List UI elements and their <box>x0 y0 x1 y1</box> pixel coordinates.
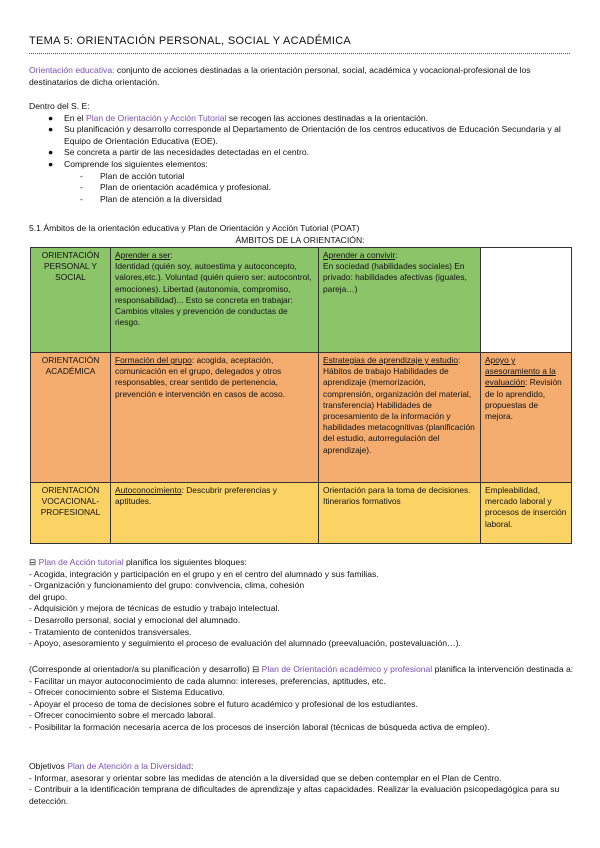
dash-icon: - <box>80 193 83 204</box>
list-item: ● En el Plan de Orientación y Acción Tutorial se recogen las acciones destinadas a la orientación. <box>48 112 429 123</box>
list-item: - Apoyo, asesoramiento y seguimiento el proceso de evaluación del alumnado (preevaluación, postevaluación…). <box>29 638 461 649</box>
list-item: - Facilitar un mayor autoconocimiento de cada alumno: intereses, preferencias, aptitudes, etc. <box>29 675 386 686</box>
bullet-icon: ● <box>48 158 54 169</box>
cell-empleabilidad: Empleabilidad, mercado laboral y procesos de inserción laboral. <box>481 483 572 544</box>
table-row <box>31 483 572 544</box>
se-bullet-list <box>29 113 574 171</box>
list-item: - Desarrollo personal, social y emocional del alumnado. <box>29 614 241 625</box>
table-row <box>31 353 572 483</box>
cell-aprender-ser: Aprender a ser: Identidad (quién soy, autoestima y autoconcepto, valores,etc.). Voluntad (quién quiero ser: autocontrol, emociones). Libertad (autonomía, compromiso, responsabilidad)... Esto se concreta en trabajar: Cambios vitales y prevención de conductas de riesgo. <box>111 248 319 353</box>
pat-section <box>29 557 574 650</box>
list-item: - Apoyar el proceso de toma de decisiones sobre el futuro académico y profesional de los estudiantes. <box>29 698 418 709</box>
list-item: ● Se concreta a partir de las necesidades detectadas en el centro. <box>48 147 310 158</box>
list-item: - Organización y funcionamiento del grupo: convivencia, clima, cohesión <box>29 580 305 591</box>
se-sub-list <box>29 171 574 206</box>
list-item: ● Comprende los siguientes elementos: <box>48 158 208 169</box>
row-header-academica: ORIENTACIÓN ACADÉMICA <box>31 353 111 483</box>
pad-section <box>29 761 574 807</box>
list-item: ● Su planificación y desarrollo corresponde al Departamento de Orientación de los centros educativos de Educación Secundaria y al Equipo de Orientación Educativa (EOE). <box>48 124 561 146</box>
table-row <box>31 248 572 353</box>
list-item: - Plan de orientación académica y profesional. <box>80 182 272 193</box>
se-section <box>29 101 574 205</box>
list-item: - Posibilitar la formación necesaria acerca de los procesos de inserción laboral (técnicas de búsqueda activa de empleo). <box>29 721 490 732</box>
poap-section <box>29 664 574 734</box>
dash-icon: - <box>80 182 83 193</box>
list-item: - Contribuir a la identificación temprana de dificultades de aprendizaje y altas capacidades. Realizar la evaluación psicopedagógica para su detección. <box>29 784 560 806</box>
list-item: - Plan de acción tutorial <box>80 170 185 181</box>
pad-intro: Objetivos Plan de Atención a la Diversidad: <box>29 761 194 771</box>
cell-toma-decisiones: Orientación para la toma de decisiones. Itinerarios formativos <box>319 483 481 544</box>
definition-text: conjunto de acciones destinadas a la orientación personal, social, académica y vocacional-profesional de los destinatarios de dicha orientación. <box>29 65 531 87</box>
row-header-personal: ORIENTACIÓN PERSONAL Y SOCIAL <box>31 248 111 353</box>
cell-formacion-grupo: Formación del grupo: acogida, aceptación, comunicación en el grupo, delegados y otros responsables, crear sentido de pertenencia, prevención e intervención en casos de acoso. <box>111 353 319 483</box>
list-item: - Ofrecer conocimiento sobre el mercado laboral. <box>29 710 216 721</box>
cell-estrategias: Estrategias de aprendizaje y estudio: Hábitos de trabajo Habilidades de aprendizaje (memorización, comprensión, organización del material, transferencia) Habilidades de procesamiento de la información y habilidades metacognitivas (planificación del estudio, autorregulación del aprendizaje). <box>319 353 481 483</box>
collapse-icon: ⊟ <box>252 664 260 674</box>
poap-link: Plan de Orientación académico y profesional <box>261 664 433 674</box>
poat-link: Plan de Orientación y Acción Tutorial <box>85 112 227 123</box>
pad-link: Plan de Atención a la Diversidad <box>67 761 191 771</box>
table-caption: ÁMBITOS DE LA ORIENTACIÓN: <box>235 235 365 245</box>
pat-link: Plan de Acción tutorial <box>38 557 124 567</box>
collapse-icon: ⊟ <box>29 557 37 567</box>
list-item: - Plan de atención a la diversidad <box>80 193 222 204</box>
list-item: - Acogida, integración y participación en el grupo y en el centro del alumnado y sus familias. <box>29 568 379 579</box>
poap-intro: (Corresponde al orientador/a su planificación y desarrollo) ⊟ Plan de Orientación académico y profesional planifica la intervención destinada a: <box>29 664 574 674</box>
list-item: del grupo. <box>29 591 68 602</box>
dash-icon: - <box>80 170 83 181</box>
cell-aprender-convivir: Aprender a convivir: En sociedad (habilidades sociales) En privado: habilidades afectivas (iguales, pareja…) <box>319 248 481 353</box>
section-title: 5.1 Ámbitos de la orientación educativa y Plan de Orientación y Acción Tutorial (POAT) <box>29 223 360 233</box>
bullet-icon: ● <box>48 147 54 158</box>
cell-empty <box>481 248 572 353</box>
definition-term: Orientación educativa: <box>29 65 115 75</box>
cell-autoconocimiento: Autoconocimiento: Descubrir preferencias y aptitudes. <box>111 483 319 544</box>
list-item: - Adquisición y mejora de técnicas de estudio y trabajo intelectual. <box>29 603 280 614</box>
ambitos-table <box>30 247 572 544</box>
title-divider <box>29 53 570 54</box>
se-heading: Dentro del S. E: <box>29 101 90 111</box>
list-item: - Tratamiento de contenidos transversales. <box>29 626 192 637</box>
list-item: - Informar, asesorar y orientar sobre las medidas de atención a la diversidad que se deben contemplar en el Plan de Centro. <box>29 772 502 783</box>
bullet-icon: ● <box>48 124 54 135</box>
cell-apoyo-evaluacion: Apoyo y asesoramiento a la evaluación: Revisión de lo aprendido, propuestas de mejora. <box>481 353 572 483</box>
definition-paragraph <box>29 65 574 88</box>
list-item: - Ofrecer conocimiento sobre el Sistema Educativo. <box>29 687 225 698</box>
bullet-icon: ● <box>48 112 54 123</box>
row-header-vocacional: ORIENTACIÓN VOCACIONAL-PROFESIONAL <box>31 483 111 544</box>
pat-intro: ⊟ Plan de Acción tutorial planifica los siguientes bloques: <box>29 557 247 567</box>
page-title: TEMA 5: ORIENTACIÓN PERSONAL, SOCIAL Y ACADÉMICA <box>29 35 352 47</box>
